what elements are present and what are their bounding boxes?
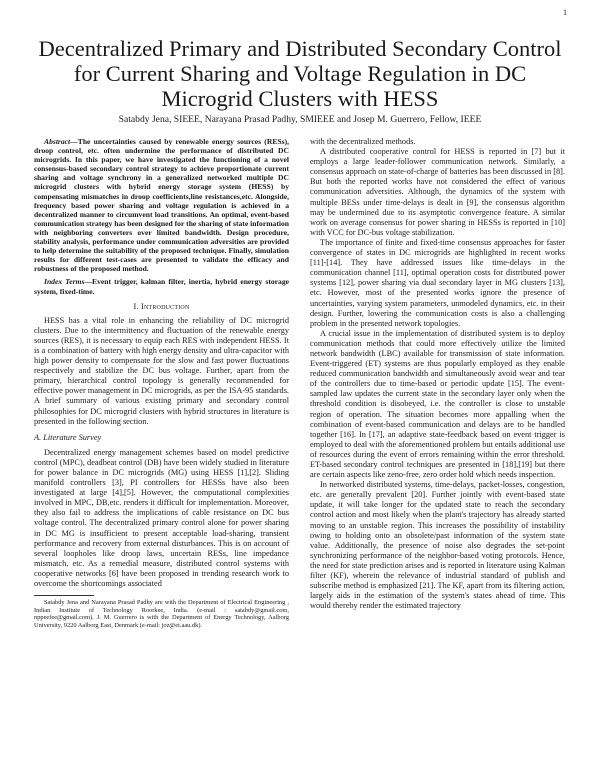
index-terms-text: —Event trigger, kalman filter, inertia, hybrid energy storage system, fixed-time.	[34, 277, 289, 296]
abstract-text: —The uncertainties caused by renewable energy sources (RESs), droop control, etc. often undermine the performance of distributed DC microgrids. In this paper, we have investigated the functioning of a novel consensus-based secondary control strategy to achieve proportionate current sharing and voltage synchrony in a generalized networked multiple DC microgrid clusters with hybrid energy storage system (HESS) by compensating mismatches in droop coefficients,line resistances,etc. Alongside, frequency based power sharing and voltage regulation is achieved in a decentralized manner to circumvent load transitions. An optimal, event-based communication strategy has been designed for the sharing of state information with neighboring converters over limited bandwidth. Design procedure, stability analysis, performance under communication adversities are provided to help determine the suitability of the proposed technique. Finally, simulation results for different test-cases are presented to validate the efficacy and robustness of the proposed method.	[34, 137, 289, 274]
page-number: 1	[563, 8, 567, 17]
footnote-divider	[34, 595, 94, 596]
right-column	[310, 137, 565, 611]
index-terms	[34, 277, 289, 295]
subsection-heading-literature: A. Literature Survey	[34, 432, 102, 442]
introduction-paragraph: HESS has a vital role in enhancing the reliability of DC microgrid clusters. Due to the intermittency and fluctuation of the renewable energy sources (RES), it is necessary to equip each RES with independent HESS. It is a combination of battery with high energy density and ultra-capacitor with high power density to compensate for the slow and fast power fluctuations respectively and stabilize the DC bus voltage. Further, apart from the primary, hierarchical control topology is generally recommended for effective power management in DC microgrids, as per the ISA-95 standards. A brief summary of various existing primary and secondary control philosophies for DC microgrid clusters with hybrid structures in literature is presented in the following section.	[34, 315, 289, 426]
left-column	[34, 137, 289, 630]
body-paragraph: A distributed cooperative control for HESS is reported in [7] but it employs a large leader-follower communication network. Similarly, a consensus approach on state-of-charge of batteries has been discussed in [8]. But both the reported works have not considered the effect of various communication adversities. Although, the dynamics of the system with multiple BESs under time-delays is dealt in [9], the consensus algorithm may be undermined due to its asymptotic convergence feature. A similar work on average consensus for power sharing in HESSs is reported in [10] with VCC for DC-bus voltage stabilization.	[310, 147, 565, 237]
author-affiliation-footnote: Satabdy Jena and Narayana Prasad Padhy are with the Department of Electrical Engineering , Indian Institute of Technology Roorkee, India. (e-mail : satabdy@gmail.com, nppeefee@gmail.com). J. M. Guerrero is with the Department of Energy Technology, Aalborg University, 9220 Aalborg East, Denmark (e-mail: joz@et.aau.dk).	[34, 599, 289, 629]
body-paragraph: The importance of finite and fixed-time consensus approaches for faster convergence of states in DC microgrids are highlighted in recent works [11]-[14]. They have addressed issues like time-delays in the communication channel [11], optimal operation costs for distributed power systems [12], power sharing via dual secondary layer in MG clusters [13], etc. However, most of the presented works ignore the presence of uncertainties, varying system parameters, unmodeled dynamics, etc. in their design. Further, lowering the communication costs is also a challenging problem in the presented network topologies.	[310, 237, 565, 328]
section-heading-introduction: I. Introduction	[133, 301, 190, 311]
author-list: Satabdy Jena, SIEEE, Narayana Prasad Padhy, SMIEEE and Josep M. Guerrero, Fellow, IEEE	[118, 114, 482, 125]
index-terms-lead: Index Terms	[44, 277, 85, 287]
abstract-lead: Abstract	[44, 137, 71, 146]
body-paragraph: In networked distributed systems, time-delays, packet-losses, congestion, etc. are generally prevalent [20]. Further jointly with event-based state update, it will take longer for the updated state to reach the secondary control action and most likely when the plant's trajectory has already started moving to an unstable region. This increases the possibility of instability owing to holding onto an obsolete/past information of the system state value. Additionally, the presence of noise also degrades the set-point synchronizing performance of the neighbor-based voting protocols. Hence, the need for state prediction arises and is reported in literature using Kalman filter (KF), wherein the relevance of industrial standard of publish and subscribe method is emphasized [21]. The KF, apart from its filtering action, largely aids in the estimation of the system's states ahead of time. This would thereby render the estimated trajectory	[310, 480, 565, 611]
paper-title: Decentralized Primary and Distributed Secondary Control for Current Sharing and Voltage Regulation in DC Microgrid Clusters with HESS	[38, 36, 562, 111]
abstract	[34, 137, 289, 273]
literature-paragraph: Decentralized energy management schemes based on model predictive control (MPC), deadbeat control (DB) have been widely studied in literature for power balance in DC microgrids (MG) using HESS [1],[2]. Sliding manifold controllers [3], PI controllers for HESSs have also been investigated at large [4],[5]. However, the computational complexities involved in MPC, DB,etc. renders it difficult for implementation. Moreover, they also fail to address the implications of cable resistance on DC bus voltage control. The decentralized primary control alone for power sharing in DC MG is insufficient to present acceptable load-sharing, transient performance and recovery from external disturbances. This is on account of several loopholes like droop laws, uncertain RESs, line impedance mismatch, etc. As a remedial measure, distributed control systems with cooperative networks [6] have been proposed in trending research work to overcome the shortcomings associated	[34, 447, 289, 589]
body-paragraph: A crucial issue in the implementation of distributed system is to deploy communication methods that could more effectively utilize the limited network bandwidth (LBC) available for transmission of state information. Event-triggered (ET) systems are thus popularly employed as they enable reduced communication bandwidth and simultaneously avoid wear and tear of the controllers due to time-based or periodic update [15]. The event-sampled law updates the current state in the secondary layer only when the threshold condition is disobeyed, i.e. the controller is close to unstable region of operation. The situation becomes more appalling when the combination of event-based communication and delays are to be handled together [16]. In [17], an adaptive state-feedback based on event trigger is employed to deal with the aforementioned problem but entails additional use of resources during the event of errors remaining within the error threshold. ET-based secondary control techniques are presented in [18],[19] but there are certain aspects like zeno-free, zero order hold which needs inspection.	[310, 328, 565, 480]
body-paragraph-continuation: with the decentralized methods.	[310, 137, 416, 146]
